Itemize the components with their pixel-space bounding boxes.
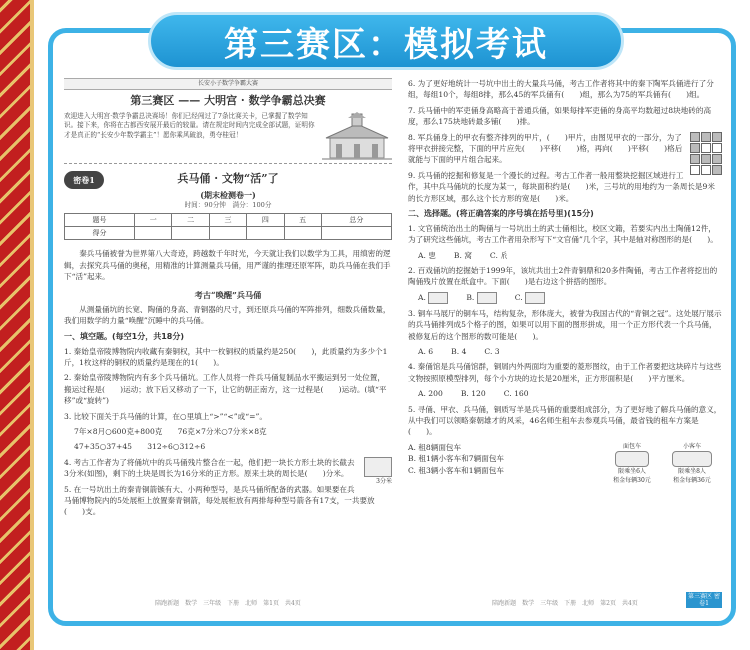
van-icon	[615, 451, 649, 467]
score-cell: 一	[135, 214, 172, 227]
score-cell: 五	[284, 214, 321, 227]
question-5: 5. 在一号坑出土的秦青铜箭镞有大、小两种型号，是兵马俑所配备的武器。如果要在兵马俑博物院内的5处展柜上放置秦青铜箭，每处展柜放有两排每种型号箭各有17支，一共要放( )支。	[64, 484, 375, 517]
decorative-left-stripe	[30, 0, 34, 650]
option-a[interactable]: A. 㐕	[418, 250, 436, 260]
exam-meta: 时间：90分钟 满分：100分	[184, 200, 272, 209]
van-info: 限乘坐6人 租金每辆30元	[613, 467, 651, 484]
van-card	[602, 442, 662, 485]
question-2: 2. 秦始皇帝陵博物院内有多个兵马俑坑。工作人员将一件兵马俑复制品水平搬运到另一处位置，搬运过程是( )运动；放下后又移动了一下，让它的朝正南方，这一过程是( )运动。(填“平移”或“旋转”)	[64, 373, 387, 406]
choice-4-options	[418, 388, 722, 399]
question-3a: 7年×8月○600克+800克 76克×7分米○7分米×8克	[74, 426, 267, 436]
choice-5-block	[408, 442, 722, 485]
page-banner: 第三赛区：模拟考试	[148, 12, 624, 70]
score-input-cell[interactable]	[209, 227, 246, 240]
option-c[interactable]: C. 3	[484, 347, 500, 357]
option-b[interactable]: B.	[466, 292, 496, 304]
right-page	[404, 78, 726, 610]
option-b[interactable]: B. 窝	[453, 250, 472, 260]
option-a[interactable]: A. 6	[418, 347, 434, 357]
bus-label: 小客车	[682, 442, 701, 450]
figure-rectangle	[364, 457, 392, 486]
section-choice: 二、选择题。(将正确答案的序号填在括号里)(15分)	[408, 208, 594, 218]
score-table-header	[65, 214, 392, 227]
bus-info: 限乘坐8人 租金每辆36元	[673, 467, 711, 484]
option-c[interactable]: C. 𠂢	[489, 250, 508, 260]
question-3: 3. 比较下面关于兵马俑的计算，在○里填上“>”“<”或“=”。	[64, 411, 267, 421]
figure-label: 3分米	[376, 477, 392, 485]
choice-5-options	[408, 442, 602, 485]
choice-3-options	[418, 346, 722, 357]
decorative-left-border	[0, 0, 30, 650]
score-table	[64, 213, 392, 240]
score-cell: 题号	[65, 214, 135, 227]
intro-text: 欢迎进入大明宫·数学争霸总决赛场！你们已经闯过了7条比赛关卡，已掌握了数学知识。接下来，你将在古都西安展开最后的较量。请在规定时间内完成全部试题，证明你才是真正的“长安少年数学霸主”！愿你乘风破浪，勇夺桂冠！	[64, 111, 315, 139]
choice-1: 1. 文官俑统治出土的陶俑与一号坑出土的武士俑相比，校区文籍，若要实内出土陶俑12件，为了研究这些俑坑，考古工作者用杂形写下“文官俑”几个字，其中是轴对称图形的是( )。	[408, 223, 718, 245]
question-7: 7. 兵马俑中的军吏俑身高略高于普通兵俑，如果每排军吏俑的身高平均数超过8块地砖的高度，那么175块地砖最多铺( )排。	[408, 105, 712, 127]
score-input-cell[interactable]	[172, 227, 209, 240]
question-9: 9. 兵马俑的挖掘和修复是一个漫长的过程。考古工作者一般用整块挖掘区域进行工作，其中兵马俑坑的长度为某一，每块面积约是( )米，三号坑的用地约为一条周长是9米的长方形区域，那么这个长方形的宽是( )米。	[408, 170, 715, 203]
question-6: 6. 为了更好地统计一号坑中出土的大量兵马俑，考古工作者将其中的秦下陶军兵俑进行了分组，每组10个，每组8排，那么45的军兵俑有( )组，那么为75的军兵俑有( )组。	[408, 79, 714, 100]
score-input-cell[interactable]	[321, 227, 391, 240]
option-a[interactable]: A. 租8辆面包车	[408, 442, 462, 452]
divider	[64, 163, 392, 167]
choice-2: 2. 百戏俑坑的挖掘始于1999年，该坑共出土2件青铜鼎和20多件陶俑，考古工作者将挖出的陶俑残片放置在纸盒中。下面( )是右边这个拼搭的图形。	[408, 266, 718, 287]
left-page	[60, 78, 396, 610]
option-c[interactable]: C.	[515, 292, 545, 304]
choice-5: 5. 寻俑、甲衣、兵马俑，铜质写羊是兵马俑的重要组成部分，为了更好地了解兵马俑的意义，从中我们可以领略秦朝雄才的风采，46名师生租车去参观兵马俑，最省钱的租车方案是( )。	[408, 404, 722, 437]
page-footer: 陪跑新题 数学 三年级 下册 北师 第1页 共4页	[155, 600, 301, 607]
question-3b: 47+35○37+45 312÷6○312÷6	[74, 442, 206, 452]
question-8-text: 8. 军兵俑身上的甲衣有整齐排列的甲片，( )甲片，由图见甲衣的一部分，为了将甲衣拼接完整，下面的甲片应先( )平移( )格，再向( )平移( )格后就能与下面的甲片组合起来。	[408, 132, 683, 165]
score-input-cell[interactable]	[284, 227, 321, 240]
option-a[interactable]: A. 200	[418, 389, 443, 399]
score-cell: 总分	[321, 214, 391, 227]
option-c[interactable]: C. 租3辆小客车和1辆面包车	[408, 465, 504, 475]
question-1: 1. 秦始皇帝陵博物院内收藏有秦铜权，其中一枚铜权的质量约是250( )，此质量约为多少个1斤，1枚这样的铜权的质量约是现在的1( )。	[64, 346, 388, 368]
option-b[interactable]: B. 租1辆小客车和7辆面包车	[408, 454, 505, 464]
option-b[interactable]: B. 120	[460, 389, 486, 399]
score-cell: 三	[209, 214, 246, 227]
choice-3: 3. 铜车马展厅的铜车马，结构复杂，形体庞大，被誉为我国古代的“青铜之冠”。这处展厅展示的兵马俑排列成5个格子的图，如果可以用下面的图形拼成，用一个正方形代表一个兵马俑，被修复后的这个图形的数可能是( )。	[408, 308, 722, 341]
exam-badge: 密卷1	[64, 171, 104, 189]
choice-1-options	[418, 250, 722, 261]
score-input-cell[interactable]	[135, 227, 172, 240]
score-cell: 四	[247, 214, 284, 227]
score-input-cell[interactable]	[247, 227, 284, 240]
intro-paragraph: 秦兵马俑被誉为世界第八大奇迹，跨越数千年时光，今天就让我们以数学为工具，用缜密的逻辑，去探究兵马俑的奥秘，用精准的计算测量兵马俑，用严谨的推理还原军阵，助兵马俑在我们手下“活”起来。	[64, 249, 391, 282]
score-cell: 二	[172, 214, 209, 227]
section-heading: 考古“唤醒”兵马俑	[194, 289, 262, 300]
page-footer: 陪跑新题 数学 三年级 下册 北师 第2页 共4页	[492, 600, 638, 607]
score-table-row	[65, 227, 392, 240]
exam-subtitle: (期末检测卷一)	[200, 189, 256, 200]
exam-header	[64, 171, 392, 189]
armor-plate-figure	[690, 132, 722, 175]
choice-4: 4. 秦俑馆是兵马俑馆群，铜屑内外两面均为重要的菱形图纹，由于工作者要把这块碎片与这些文物按照原模型排列，每个小方块的边长是20厘米，正方形面积是( )平方厘米。	[408, 362, 722, 383]
option-b[interactable]: B. 4	[451, 347, 467, 357]
section-paragraph: 从测量俑坑的长宽、陶俑的身高、青铜器的尺寸，到还原兵马俑的军阵排列，细数兵俑数量，我们用数学的力量“唤醒”沉睡中的兵马俑。	[64, 304, 391, 326]
choice-2-options	[418, 292, 722, 304]
header-strip: 长安小子数学争霸大赛	[64, 78, 392, 90]
exam-tag: 第三赛区 密卷1	[686, 592, 722, 608]
question-4-text: 4. 考古工作者为了将俑坑中的兵马俑残片整合在一起，他们把一块长方形土块的长截去3分米(如图)，剩下的土块是周长为16分米的正方形。原来土块的周长是( )分米。	[64, 457, 355, 479]
bus-card	[662, 442, 722, 485]
palace-illustration	[322, 112, 392, 160]
option-c[interactable]: C. 160	[503, 389, 529, 399]
intro-box	[64, 112, 392, 160]
van-label: 面包车	[622, 442, 641, 450]
option-a[interactable]: A.	[418, 292, 448, 304]
exam-title: 兵马俑 · 文物“活”了	[177, 172, 279, 186]
question-8	[408, 132, 722, 166]
score-cell: 得分	[65, 227, 135, 240]
final-title: 第三赛区 —— 大明宫 · 数学争霸总决赛	[130, 94, 326, 107]
question-4	[64, 457, 392, 485]
section-fill-blank: 一、填空题。(每空1分，共18分)	[64, 331, 185, 341]
bus-icon	[672, 451, 712, 467]
